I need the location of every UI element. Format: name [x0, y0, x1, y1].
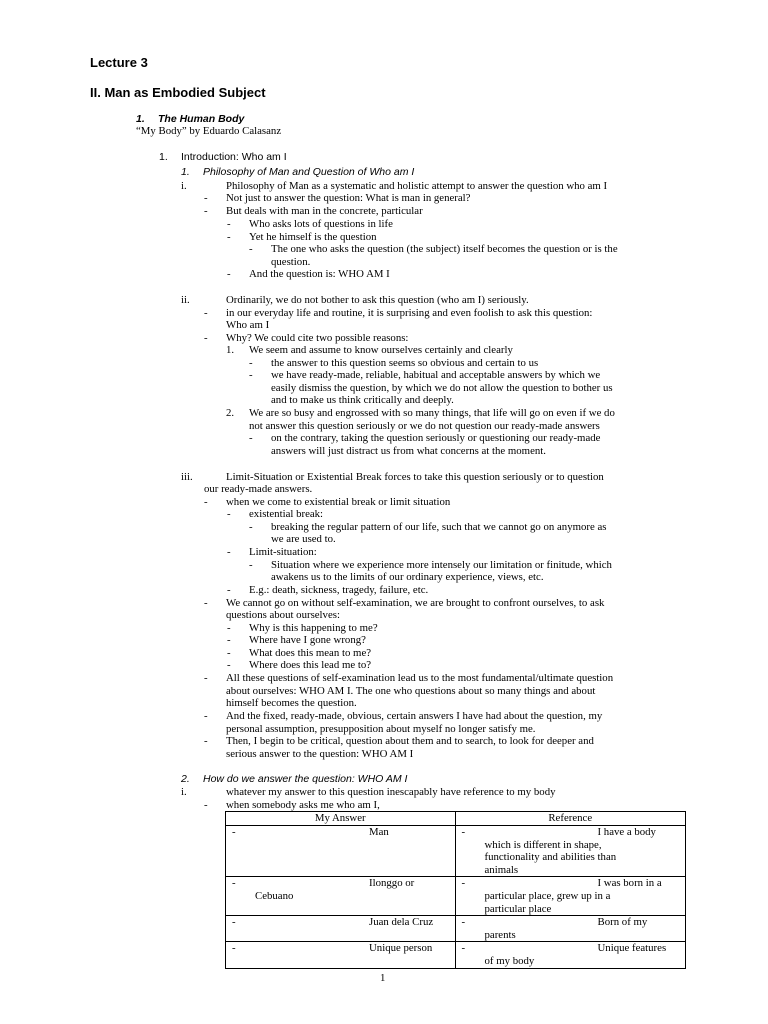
- text-line: existential break:: [249, 508, 324, 520]
- bullet-dash: -: [249, 357, 253, 369]
- part1-number: 1.: [136, 113, 145, 125]
- reference-cell: which is different in shape,: [484, 838, 602, 851]
- text-line: on the contrary, taking the question seriously or questioning our ready-made: [271, 432, 601, 444]
- bullet-dash: -: [232, 942, 236, 955]
- bullet-dash: -: [232, 877, 236, 890]
- answer-cell: Ilonggo or: [369, 877, 415, 890]
- reference-cell: particular place, grew up in a: [484, 889, 611, 902]
- bullet-dash: -: [204, 307, 208, 319]
- text-line: Who am I: [226, 319, 270, 331]
- reference-cell: I have a body: [597, 826, 656, 838]
- bullet-dash: -: [204, 799, 208, 811]
- text-line: whatever my answer to this question inescapably have reference to my body: [226, 786, 556, 798]
- reason-number: 2.: [226, 407, 235, 419]
- section-title: II. Man as Embodied Subject: [90, 85, 266, 100]
- part2-heading: How do we answer the question: WHO AM I: [203, 773, 408, 785]
- bullet-dash: -: [227, 634, 231, 646]
- text-line: about ourselves: WHO AM I. The one who questions about so many things and about: [226, 685, 596, 697]
- text-line: Where does this lead me to?: [249, 659, 372, 671]
- bullet-dash: -: [227, 268, 231, 280]
- text-line: serious answer to the question: WHO AM I: [226, 748, 414, 760]
- part2-number: 2.: [181, 773, 190, 785]
- text-line: Yet he himself is the question: [249, 231, 377, 243]
- answer-cell: Cebuano: [255, 889, 294, 902]
- page-number: 1: [380, 972, 386, 984]
- column-header: My Answer: [226, 812, 456, 826]
- reference-cell: particular place: [484, 902, 552, 915]
- text-line: Why? We could cite two possible reasons:: [226, 332, 409, 344]
- text-line: Philosophy of Man as a systematic and holistic attempt to answer the question who am I: [226, 180, 608, 192]
- reference-cell: functionality and abilities than: [484, 851, 617, 864]
- bullet-dash: -: [204, 205, 208, 217]
- text-line: himself becomes the question.: [226, 697, 357, 709]
- part1-title: The Human Body: [158, 113, 245, 125]
- text-line: questions about ourselves:: [226, 609, 340, 621]
- text-line: our ready-made answers.: [204, 483, 313, 495]
- bullet-dash: -: [461, 877, 466, 890]
- text-line: when we come to existential break or limit situation: [226, 496, 451, 508]
- bullet-dash: -: [204, 735, 208, 747]
- reason-number: 1.: [226, 344, 235, 356]
- phil-heading: Philosophy of Man and Question of Who am I: [203, 166, 415, 178]
- bullet-dash: -: [204, 672, 208, 684]
- text-line: Situation where we experience more intensely our limitation or finitude, which: [271, 559, 612, 571]
- answer-reference-table: [225, 811, 686, 969]
- bullet-dash: -: [204, 710, 208, 722]
- text-line: We cannot go on without self-examination, we are brought to confront ourselves, to ask: [226, 597, 605, 609]
- text-line: not answer this question seriously or we do not question our ready-made answers: [249, 420, 600, 432]
- reference-cell: Unique features: [597, 942, 667, 955]
- bullet-dash: -: [227, 584, 231, 596]
- text-line: the answer to this question seems so obvious and certain to us: [271, 357, 539, 369]
- text-line: E.g.: death, sickness, tragedy, failure, etc.: [249, 584, 429, 596]
- text-line: Limit-Situation or Existential Break forces to take this question seriously or to question: [226, 471, 604, 483]
- text-line: And the fixed, ready-made, obvious, certain answers I have had about the question, my: [226, 710, 603, 722]
- text-line: awakens us to the limits of our ordinary experience, views, etc.: [271, 571, 544, 583]
- bullet-dash: -: [204, 496, 208, 508]
- bullet-dash: -: [227, 647, 231, 659]
- answer-cell: Man: [369, 826, 389, 838]
- bullet-dash: -: [227, 231, 231, 243]
- table-row: [226, 877, 686, 916]
- phil-number: 1.: [181, 166, 190, 178]
- text-line: We are so busy and engrossed with so many things, that life will go on even if we do: [249, 407, 615, 419]
- text-line: Not just to answer the question: What is man in general?: [226, 192, 471, 204]
- text-line: The one who asks the question (the subject) itself becomes the question or is the: [271, 243, 618, 255]
- column-header: Reference: [455, 812, 686, 826]
- bullet-dash: -: [249, 559, 253, 571]
- reference-cell: animals: [484, 863, 519, 876]
- table-row: [226, 942, 686, 968]
- text-line: when somebody asks me who am I,: [226, 799, 380, 811]
- bullet-dash: -: [249, 521, 253, 533]
- table-row: [226, 826, 686, 877]
- bullet-dash: -: [227, 622, 231, 634]
- bullet-dash: -: [227, 546, 231, 558]
- intro-heading: Introduction: Who am I: [181, 151, 287, 163]
- text-line: personal assumption, presupposition about myself no longer satisfy me.: [226, 723, 536, 735]
- text-line: Who asks lots of questions in life: [249, 218, 393, 230]
- text-line: Where have I gone wrong?: [249, 634, 366, 646]
- text-line: we are used to.: [271, 533, 336, 545]
- bullet-dash: -: [461, 826, 466, 838]
- roman-i: i.: [181, 786, 187, 798]
- part1-source: “My Body” by Eduardo Calasanz: [136, 125, 282, 137]
- text-line: breaking the regular pattern of our life, such that we cannot go on anymore as: [271, 521, 607, 533]
- text-line: And the question is: WHO AM I: [249, 268, 390, 280]
- text-line: Limit-situation:: [249, 546, 317, 558]
- reference-cell: of my body: [484, 954, 535, 967]
- text-line: Why is this happening to me?: [249, 622, 378, 634]
- text-line: All these questions of self-examination lead us to the most fundamental/ultimate question: [226, 672, 614, 684]
- bullet-dash: -: [227, 659, 231, 671]
- text-line: answers will just distract us from what concerns at the moment.: [271, 445, 546, 457]
- bullet-dash: -: [249, 369, 253, 381]
- bullet-dash: -: [227, 508, 231, 520]
- reference-cell: I was born in a: [597, 877, 662, 890]
- bullet-dash: -: [232, 916, 236, 929]
- text-line: Then, I begin to be critical, question about them and to search, to look for deeper and: [226, 735, 594, 747]
- table-row: [226, 916, 686, 942]
- text-line: easily dismiss the question, by which we do not allow the question to bother us: [271, 382, 613, 394]
- bullet-dash: -: [227, 218, 231, 230]
- answer-cell: Unique person: [369, 942, 433, 955]
- bullet-dash: -: [232, 826, 236, 838]
- bullet-dash: -: [461, 942, 466, 955]
- text-line: and to make us think critically and deeply.: [271, 394, 454, 406]
- bullet-dash: -: [249, 432, 253, 444]
- bullet-dash: -: [461, 916, 466, 929]
- text-line: we have ready-made, reliable, habitual and acceptable answers by which we: [271, 369, 601, 381]
- text-line: What does this mean to me?: [249, 647, 372, 659]
- roman-i: i.: [181, 180, 187, 192]
- answer-cell: Juan dela Cruz: [369, 916, 434, 929]
- text-line: in our everyday life and routine, it is surprising and even foolish to ask this question:: [226, 307, 593, 319]
- bullet-dash: -: [204, 332, 208, 344]
- intro-number: 1.: [159, 151, 168, 163]
- bullet-dash: -: [204, 192, 208, 204]
- text-line: question.: [271, 256, 311, 268]
- roman-iii: iii.: [181, 471, 193, 483]
- reference-cell: Born of my: [597, 916, 648, 929]
- reference-cell: parents: [484, 928, 516, 941]
- bullet-dash: -: [249, 243, 253, 255]
- text-line: We seem and assume to know ourselves certainly and clearly: [249, 344, 513, 356]
- text-line: Ordinarily, we do not bother to ask this question (who am I) seriously.: [226, 294, 529, 306]
- lecture-label: Lecture 3: [90, 55, 148, 70]
- text-line: But deals with man in the concrete, particular: [226, 205, 423, 217]
- roman-ii: ii.: [181, 294, 190, 306]
- bullet-dash: -: [204, 597, 208, 609]
